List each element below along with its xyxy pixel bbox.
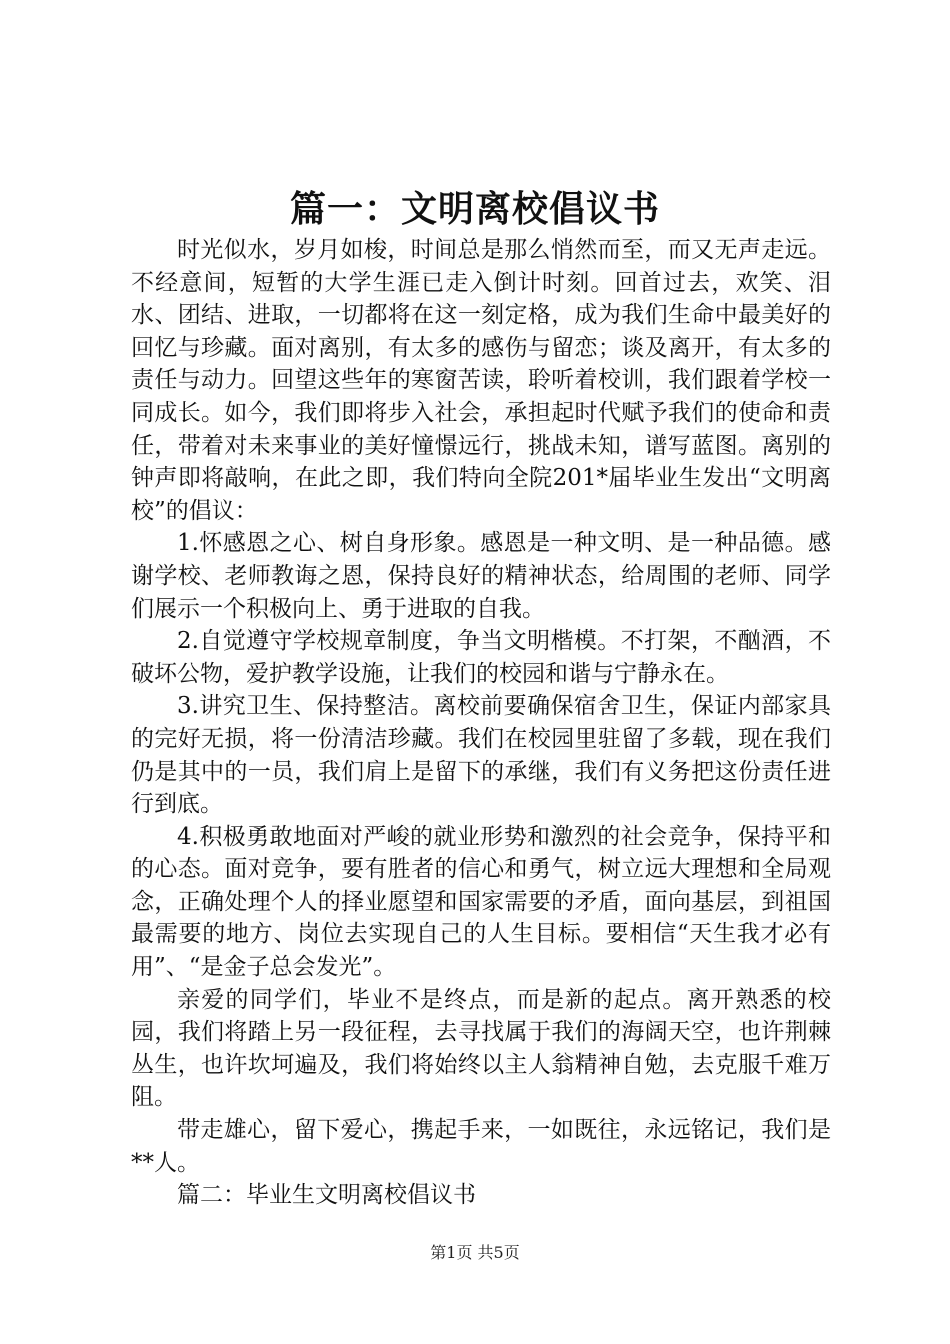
paragraph-item-2: 2.自觉遵守学校规章制度，争当文明楷模。不打架，不酗酒，不破坏公物，爱护教学设施，让我们的校园和谐与宁静永在。 [131, 628, 831, 687]
document-body [131, 234, 831, 1212]
paragraph-slogan: 带走雄心，留下爱心，携起手来，一如既往，永远铭记，我们是**人。 [131, 1117, 831, 1176]
paragraph-item-1: 1.怀感恩之心、树自身形象。感恩是一种文明、是一种品德。感谢学校、老师教诲之恩，保持良好的精神状态，给周围的老师、同学们展示一个积极向上、勇于进取的自我。 [131, 530, 831, 622]
paragraph-closing: 亲爱的同学们，毕业不是终点，而是新的起点。离开熟悉的校园，我们将踏上另一段征程，去寻找属于我们的海阔天空，也许荆棘丛生，也许坎坷遍及，我们将始终以主人翁精神自勉，去克服千难万阻。 [131, 986, 831, 1111]
paragraph-item-3: 3.讲究卫生、保持整洁。离校前要确保宿舍卫生，保证内部家具的完好无损，将一份清洁珍藏。我们在校园里驻留了多载，现在我们仍是其中的一员，我们肩上是留下的承继，我们有义务把这份责任进行到底。 [131, 693, 831, 818]
page-number-footer: 第1页 共5页 [430, 1243, 520, 1262]
paragraph-item-4: 4.积极勇敢地面对严峻的就业形势和激烈的社会竞争，保持平和的心态。面对竞争，要有胜者的信心和勇气，树立远大理想和全局观念，正确处理个人的择业愿望和国家需要的矛盾，面向基层，到祖国最需要的地方、岗位去实现自己的人生目标。要相信“天生我才必有用”、“是金子总会发光”。 [131, 823, 831, 981]
section-heading-part-two: 篇二：毕业生文明离校倡议书 [177, 1182, 476, 1209]
document-title: 篇一：文明离校倡议书 [289, 188, 660, 230]
paragraph-intro: 时光似水，岁月如梭，时间总是那么悄然而至，而又无声走远。不经意间，短暂的大学生涯已走入倒计时刻。回首过去，欢笑、泪水、团结、进取，一切都将在这一刻定格，成为我们生命中最美好的回忆与珍藏。面对离别，有太多的感伤与留恋；谈及离开，有太多的责任与动力。回望这些年的寒窗苦读，聆听着校训，我们跟着学校一同成长。如今，我们即将步入社会，承担起时代赋予我们的使命和责任，带着对未来事业的美好憧憬远行，挑战未知，谱写蓝图。离别的钟声即将敲响，在此之即，我们特向全院201*届毕业生发出“文明离校”的倡议： [131, 237, 831, 524]
